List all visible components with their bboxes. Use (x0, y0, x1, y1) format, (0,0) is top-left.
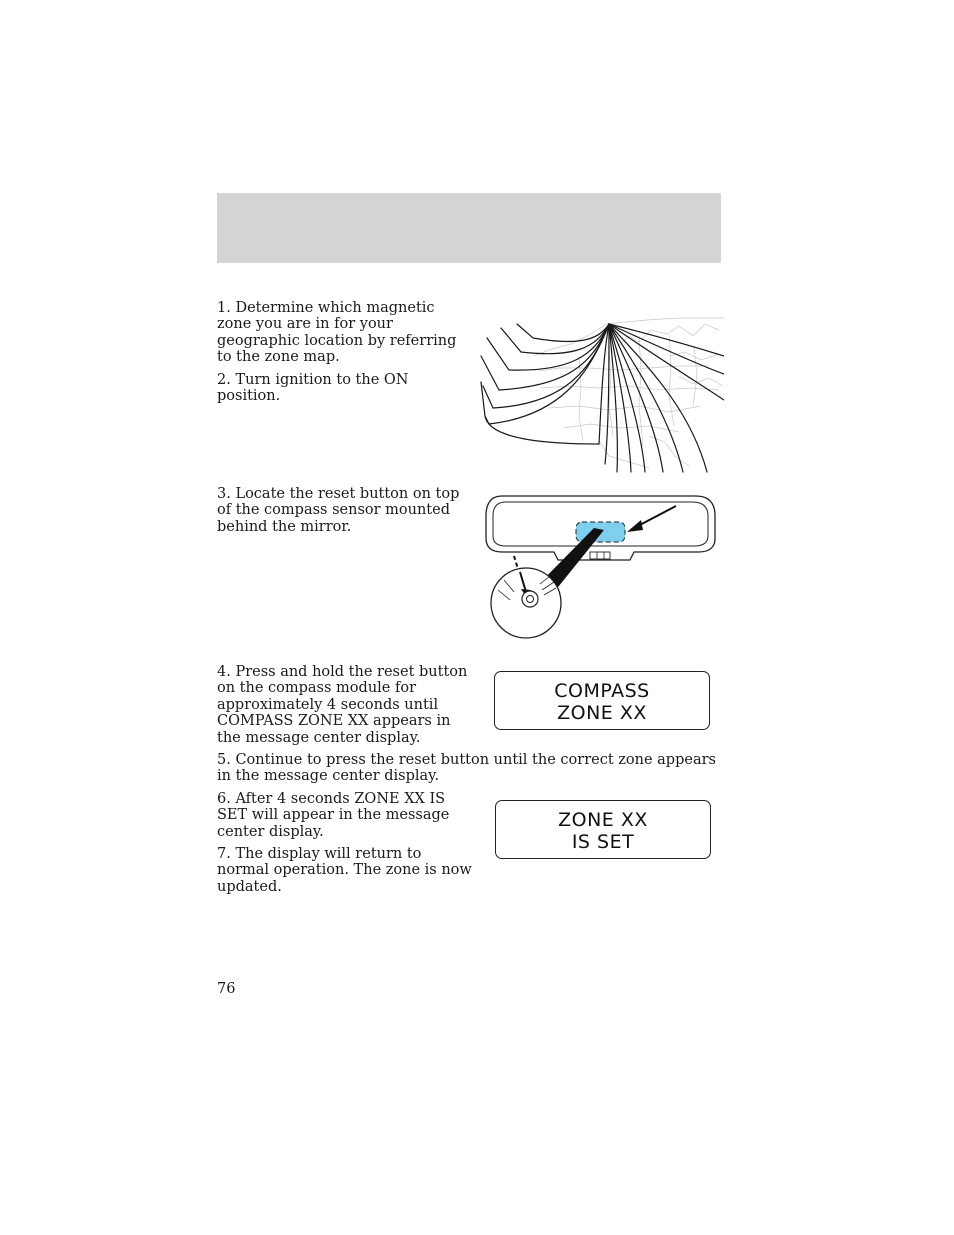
step-5-text: 5. Continue to press the reset button until the correct zone appears in the message center display. (217, 752, 716, 785)
display-line-1: COMPASS (554, 680, 650, 702)
step-3-text: 3. Locate the reset button on top of the compass sensor mounted behind the mirror. (217, 486, 460, 535)
display-line-2: IS SET (571, 831, 635, 853)
display-line-2: ZONE XX (557, 702, 647, 724)
step-7-text: 7. The display will return to normal operation. The zone is now updated. (217, 846, 472, 895)
section-header-band (217, 193, 721, 263)
zone-map-icon (479, 316, 724, 476)
step-1-text: 1. Determine which magnetic zone you are in for your geographic location by referring to the zone map. (217, 300, 457, 366)
step-4-text: 4. Press and hold the reset button on the compass module for approximately 4 seconds until COMPASS ZONE XX appears in the message center display. (217, 664, 468, 746)
display-line-1: ZONE XX (558, 809, 648, 831)
step-6-text: 6. After 4 seconds ZONE XX IS SET will appear in the message center display. (217, 791, 450, 840)
step-2-text: 2. Turn ignition to the ON position. (217, 372, 409, 405)
message-center-display-compass-zone (494, 671, 710, 730)
page-number: 76 (217, 981, 236, 997)
mirror-icon (484, 494, 718, 642)
message-center-display-zone-set (495, 800, 711, 859)
